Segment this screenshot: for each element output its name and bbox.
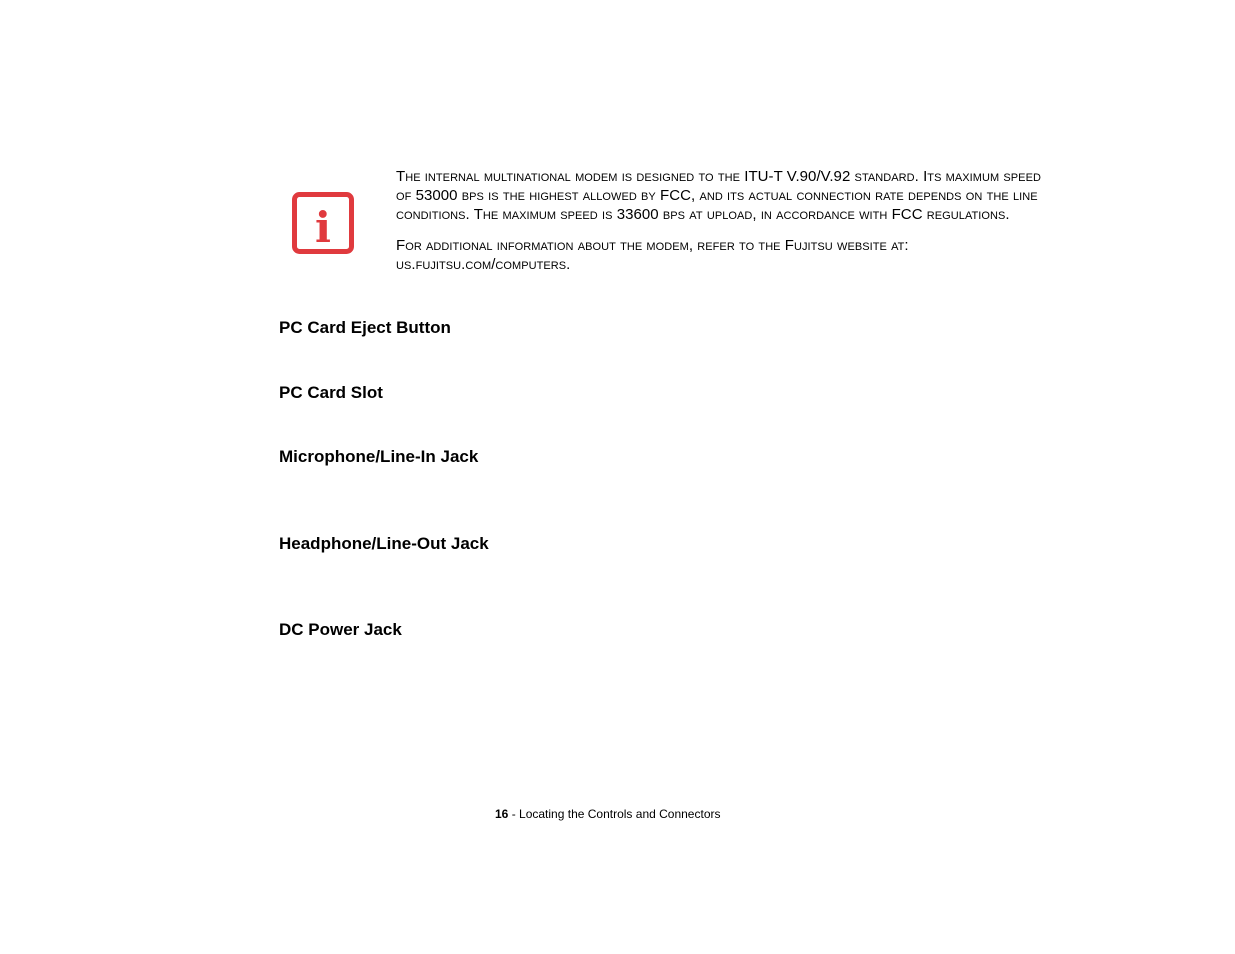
footer-separator: - [508, 807, 520, 821]
heading-dc-power-jack: DC Power Jack [279, 620, 402, 639]
info-note [396, 167, 1046, 274]
footer-title: Locating the Controls and Connectors [519, 807, 721, 821]
heading-microphone-line-in-jack: Microphone/Line-In Jack [279, 447, 479, 466]
page-number: 16 [495, 807, 509, 821]
heading-pc-card-eject-button: PC Card Eject Button [279, 318, 451, 337]
page-footer [495, 806, 721, 822]
info-icon [292, 192, 354, 254]
note-paragraph-website: For additional information about the modem, refer to the Fujitsu website at: us.fujitsu.com/computers. [396, 237, 909, 273]
info-glyph: i [315, 203, 331, 252]
heading-headphone-line-out-jack: Headphone/Line-Out Jack [279, 534, 489, 553]
note-paragraph-modem: The internal multinational modem is designed to the ITU-T V.90/V.92 standard. Its maximum speed of 53000 bps is the highest allowed by FCC, and its actual connection rate depends on the line conditions. The maximum speed is 33600 bps at upload, in accordance with FCC regulations. [396, 168, 1041, 223]
heading-pc-card-slot: PC Card Slot [279, 383, 383, 402]
